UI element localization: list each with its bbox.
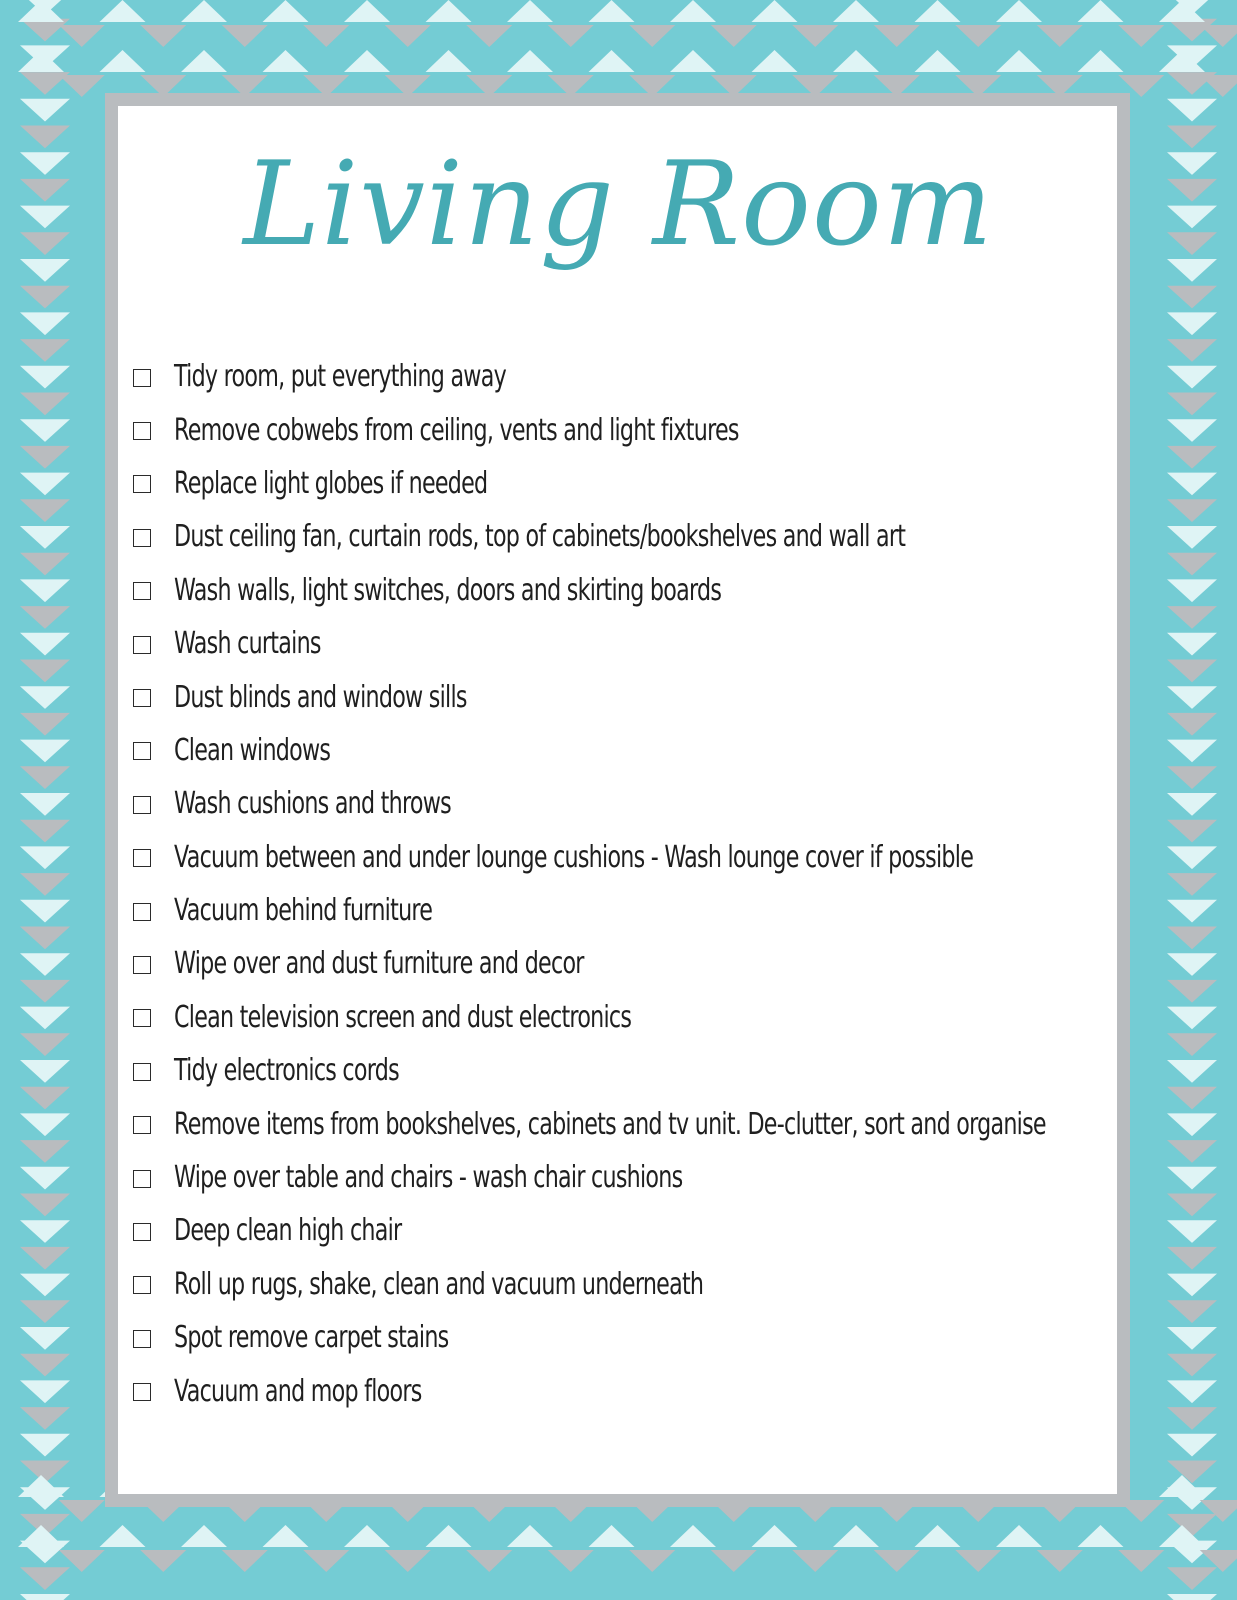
pattern-triangle bbox=[955, 1550, 1001, 1572]
pattern-triangle bbox=[1167, 419, 1217, 442]
pattern-triangle bbox=[1167, 553, 1217, 576]
pattern-triangle bbox=[140, 25, 186, 47]
pattern-triangle bbox=[507, 0, 553, 22]
pattern-triangle bbox=[263, 1525, 309, 1547]
pattern-triangle bbox=[20, 393, 70, 416]
pattern-triangle bbox=[915, 50, 961, 72]
item-label: Roll up rugs, shake, clean and vacuum underneath bbox=[174, 1266, 704, 1302]
pattern-triangle bbox=[303, 1550, 349, 1572]
pattern-triangle bbox=[140, 1550, 186, 1572]
pattern-triangle bbox=[20, 366, 70, 389]
pattern-triangle bbox=[20, 873, 70, 896]
pattern-triangle bbox=[20, 1033, 70, 1056]
pattern-triangle bbox=[996, 50, 1042, 72]
checklist-item bbox=[133, 1258, 1113, 1311]
checklist-item bbox=[133, 403, 1113, 456]
pattern-triangle bbox=[1167, 1354, 1217, 1377]
pattern-triangle bbox=[20, 953, 70, 976]
pattern-triangle bbox=[181, 0, 227, 22]
pattern-triangle bbox=[752, 1525, 798, 1547]
pattern-triangle bbox=[426, 1525, 472, 1547]
pattern-triangle bbox=[548, 25, 594, 47]
pattern-triangle bbox=[1167, 953, 1217, 976]
checklist-item bbox=[133, 510, 1113, 563]
pattern-triangle bbox=[20, 1380, 70, 1403]
pattern-triangle bbox=[20, 312, 70, 335]
pattern-triangle bbox=[670, 0, 716, 22]
pattern-triangle bbox=[1037, 25, 1083, 47]
pattern-triangle bbox=[1167, 526, 1217, 549]
pattern-triangle bbox=[1167, 740, 1217, 763]
pattern-triangle bbox=[1167, 1567, 1217, 1590]
item-label: Wash walls, light switches, doors and skirting boards bbox=[174, 572, 722, 608]
item-label: Wipe over and dust furniture and decor bbox=[174, 946, 584, 982]
pattern-triangle bbox=[1167, 312, 1217, 335]
item-label: Clean windows bbox=[174, 732, 331, 768]
pattern-triangle bbox=[507, 1525, 553, 1547]
pattern-triangle bbox=[263, 0, 309, 22]
item-label: Dust ceiling fan, curtain rods, top of cabinets/bookshelves and wall art bbox=[174, 519, 906, 555]
checkbox[interactable] bbox=[133, 1223, 151, 1241]
pattern-triangle bbox=[1167, 393, 1217, 416]
checklist-item bbox=[133, 564, 1113, 617]
pattern-triangle bbox=[20, 927, 70, 950]
pattern-triangle bbox=[1167, 713, 1217, 736]
pattern-triangle bbox=[20, 1220, 70, 1243]
pattern-triangle bbox=[548, 1550, 594, 1572]
pattern-triangle bbox=[1167, 686, 1217, 709]
pattern-triangle bbox=[1167, 900, 1217, 923]
pattern-triangle bbox=[20, 793, 70, 816]
checklist-item bbox=[133, 937, 1113, 990]
checkbox[interactable] bbox=[133, 689, 151, 707]
pattern-triangle bbox=[1167, 980, 1217, 1003]
pattern-triangle bbox=[1167, 1461, 1217, 1484]
checkbox[interactable] bbox=[133, 1330, 151, 1348]
pattern-triangle bbox=[1078, 50, 1124, 72]
checkbox[interactable] bbox=[133, 1116, 151, 1134]
pattern-triangle bbox=[1167, 1007, 1217, 1030]
pattern-triangle bbox=[1167, 1194, 1217, 1217]
item-label: Remove items from bookshelves, cabinets and tv unit. De-clutter, sort and organise bbox=[174, 1106, 1046, 1142]
pattern-triangle bbox=[1167, 499, 1217, 522]
pattern-triangle bbox=[222, 1550, 268, 1572]
pattern-triangle bbox=[996, 0, 1042, 22]
pattern-triangle bbox=[1167, 606, 1217, 629]
pattern-triangle bbox=[20, 579, 70, 602]
pattern-triangle bbox=[1167, 1594, 1217, 1600]
checkbox[interactable] bbox=[133, 1063, 151, 1081]
checkbox[interactable] bbox=[133, 1009, 151, 1027]
checklist-item bbox=[133, 724, 1113, 777]
pattern-triangle bbox=[20, 1167, 70, 1190]
pattern-triangle bbox=[1167, 1113, 1217, 1136]
pattern-triangle bbox=[711, 1550, 757, 1572]
pattern-triangle bbox=[874, 1550, 920, 1572]
pattern-triangle bbox=[20, 1113, 70, 1136]
pattern-triangle bbox=[629, 25, 675, 47]
pattern-triangle bbox=[915, 0, 961, 22]
pattern-triangle bbox=[874, 25, 920, 47]
item-label: Remove cobwebs from ceiling, vents and light fixtures bbox=[174, 412, 739, 448]
pattern-triangle bbox=[20, 1194, 70, 1217]
pattern-triangle bbox=[1167, 1327, 1217, 1350]
pattern-triangle bbox=[181, 1525, 227, 1547]
pattern-triangle bbox=[20, 1594, 70, 1600]
checkbox[interactable] bbox=[133, 1170, 151, 1188]
pattern-triangle bbox=[59, 25, 105, 47]
pattern-triangle bbox=[20, 846, 70, 869]
pattern-triangle bbox=[1167, 1300, 1217, 1323]
pattern-triangle bbox=[792, 25, 838, 47]
pattern-triangle bbox=[18, 1525, 64, 1547]
checkbox[interactable] bbox=[133, 636, 151, 654]
pattern-triangle bbox=[833, 50, 879, 72]
pattern-triangle bbox=[20, 99, 70, 122]
pattern-triangle bbox=[20, 1434, 70, 1457]
pattern-triangle bbox=[59, 75, 105, 97]
checklist-item bbox=[133, 1097, 1113, 1150]
pattern-triangle bbox=[181, 50, 227, 72]
pattern-triangle bbox=[1167, 99, 1217, 122]
checkbox[interactable] bbox=[133, 529, 151, 547]
pattern-triangle bbox=[1167, 473, 1217, 496]
pattern-triangle bbox=[1167, 846, 1217, 869]
pattern-triangle bbox=[466, 1550, 512, 1572]
checklist-item bbox=[133, 1311, 1113, 1364]
checkbox[interactable] bbox=[133, 742, 151, 760]
pattern-triangle bbox=[100, 0, 146, 22]
pattern-triangle bbox=[20, 1407, 70, 1430]
pattern-triangle bbox=[20, 900, 70, 923]
pattern-triangle bbox=[1167, 820, 1217, 843]
checklist-item bbox=[133, 350, 1113, 403]
pattern-triangle bbox=[629, 1550, 675, 1572]
pattern-triangle bbox=[589, 50, 635, 72]
checklist-item bbox=[133, 1044, 1113, 1097]
pattern-triangle bbox=[1200, 25, 1237, 47]
pattern-triangle bbox=[20, 499, 70, 522]
item-label: Tidy electronics cords bbox=[174, 1053, 399, 1089]
pattern-triangle bbox=[20, 740, 70, 763]
item-label: Vacuum behind furniture bbox=[174, 893, 433, 929]
checkbox[interactable] bbox=[133, 422, 151, 440]
pattern-triangle bbox=[711, 25, 757, 47]
pattern-triangle bbox=[996, 1525, 1042, 1547]
pattern-triangle bbox=[20, 446, 70, 469]
pattern-triangle bbox=[1167, 339, 1217, 362]
pattern-triangle bbox=[20, 660, 70, 683]
pattern-triangle bbox=[1167, 1247, 1217, 1270]
pattern-triangle bbox=[344, 1525, 390, 1547]
pattern-triangle bbox=[1159, 1475, 1205, 1497]
checkbox[interactable] bbox=[133, 903, 151, 921]
pattern-triangle bbox=[222, 25, 268, 47]
item-label: Dust blinds and window sills bbox=[174, 679, 467, 715]
pattern-triangle bbox=[670, 1525, 716, 1547]
pattern-triangle bbox=[59, 1500, 105, 1522]
pattern-triangle bbox=[1200, 75, 1237, 97]
item-label: Spot remove carpet stains bbox=[174, 1320, 449, 1356]
pattern-triangle bbox=[1167, 1380, 1217, 1403]
pattern-triangle bbox=[752, 0, 798, 22]
pattern-triangle bbox=[1167, 873, 1217, 896]
pattern-triangle bbox=[833, 0, 879, 22]
pattern-triangle bbox=[20, 1567, 70, 1590]
item-label: Clean television screen and dust electronics bbox=[174, 999, 632, 1035]
checklist-item bbox=[133, 1151, 1113, 1204]
pattern-triangle bbox=[20, 686, 70, 709]
pattern-triangle bbox=[1167, 1140, 1217, 1163]
item-label: Wash curtains bbox=[174, 626, 321, 662]
checklist-item bbox=[133, 777, 1113, 830]
checkbox[interactable] bbox=[133, 796, 151, 814]
pattern-triangle bbox=[20, 633, 70, 656]
checkbox[interactable] bbox=[133, 849, 151, 867]
pattern-triangle bbox=[20, 526, 70, 549]
pattern-triangle bbox=[1118, 1550, 1164, 1572]
page-title: Living Room bbox=[243, 137, 994, 272]
pattern-triangle bbox=[20, 820, 70, 843]
pattern-triangle bbox=[20, 1300, 70, 1323]
pattern-triangle bbox=[1167, 1407, 1217, 1430]
pattern-triangle bbox=[20, 553, 70, 576]
checklist-item bbox=[133, 617, 1113, 670]
pattern-triangle bbox=[589, 0, 635, 22]
pattern-triangle bbox=[303, 25, 349, 47]
pattern-triangle bbox=[100, 50, 146, 72]
checkbox[interactable] bbox=[133, 1276, 151, 1294]
item-label: Deep clean high chair bbox=[174, 1213, 402, 1249]
pattern-triangle bbox=[589, 1525, 635, 1547]
pattern-triangle bbox=[507, 50, 553, 72]
pattern-triangle bbox=[1167, 366, 1217, 389]
pattern-triangle bbox=[20, 1087, 70, 1110]
pattern-triangle bbox=[670, 50, 716, 72]
checklist bbox=[133, 350, 1113, 1418]
pattern-triangle bbox=[1118, 25, 1164, 47]
item-label: Wipe over table and chairs - wash chair cushions bbox=[174, 1160, 683, 1196]
checkbox[interactable] bbox=[133, 1383, 151, 1401]
pattern-triangle bbox=[20, 713, 70, 736]
checklist-item bbox=[133, 670, 1113, 723]
pattern-triangle bbox=[385, 1550, 431, 1572]
pattern-triangle bbox=[1167, 793, 1217, 816]
pattern-triangle bbox=[20, 19, 70, 42]
pattern-triangle bbox=[752, 50, 798, 72]
pattern-triangle bbox=[1167, 579, 1217, 602]
pattern-triangle bbox=[20, 766, 70, 789]
pattern-triangle bbox=[18, 1475, 64, 1497]
pattern-triangle bbox=[1037, 1550, 1083, 1572]
pattern-triangle bbox=[1167, 633, 1217, 656]
pattern-triangle bbox=[792, 1550, 838, 1572]
pattern-triangle bbox=[344, 0, 390, 22]
pattern-triangle bbox=[1167, 1033, 1217, 1056]
checkbox[interactable] bbox=[133, 956, 151, 974]
item-label: Vacuum and mop floors bbox=[174, 1373, 422, 1409]
item-label: Tidy room, put everything away bbox=[174, 359, 506, 395]
checklist-item bbox=[133, 831, 1113, 884]
pattern-triangle bbox=[20, 1354, 70, 1377]
pattern-triangle bbox=[263, 50, 309, 72]
checkbox[interactable] bbox=[133, 582, 151, 600]
pattern-triangle bbox=[20, 339, 70, 362]
checklist-item bbox=[133, 991, 1113, 1044]
pattern-triangle bbox=[955, 25, 1001, 47]
pattern-triangle bbox=[915, 1525, 961, 1547]
pattern-triangle bbox=[20, 1140, 70, 1163]
pattern-triangle bbox=[344, 50, 390, 72]
pattern-triangle bbox=[100, 1525, 146, 1547]
pattern-triangle bbox=[20, 1327, 70, 1350]
pattern-triangle bbox=[1167, 660, 1217, 683]
checklist-item bbox=[133, 1364, 1113, 1417]
pattern-triangle bbox=[1167, 1167, 1217, 1190]
pattern-triangle bbox=[20, 1060, 70, 1083]
pattern-triangle bbox=[20, 1247, 70, 1270]
pattern-triangle bbox=[1167, 1087, 1217, 1110]
checklist-item bbox=[133, 884, 1113, 937]
pattern-triangle bbox=[20, 980, 70, 1003]
pattern-triangle bbox=[1167, 1220, 1217, 1243]
pattern-triangle bbox=[1167, 927, 1217, 950]
item-label: Vacuum between and under lounge cushions - Wash lounge cover if possible bbox=[174, 839, 974, 875]
pattern-triangle bbox=[1167, 1060, 1217, 1083]
checkbox[interactable] bbox=[133, 475, 151, 493]
pattern-triangle bbox=[1078, 1525, 1124, 1547]
item-label: Replace light globes if needed bbox=[174, 465, 488, 501]
pattern-triangle bbox=[20, 1274, 70, 1297]
pattern-triangle bbox=[20, 419, 70, 442]
pattern-triangle bbox=[466, 25, 512, 47]
pattern-triangle bbox=[1167, 766, 1217, 789]
pattern-triangle bbox=[1167, 1274, 1217, 1297]
pattern-triangle bbox=[426, 0, 472, 22]
pattern-triangle bbox=[1078, 0, 1124, 22]
pattern-triangle bbox=[385, 25, 431, 47]
checklist-item bbox=[133, 1204, 1113, 1257]
pattern-triangle bbox=[1167, 1434, 1217, 1457]
checkbox[interactable] bbox=[133, 369, 151, 387]
item-label: Wash cushions and throws bbox=[174, 786, 451, 822]
pattern-triangle bbox=[1167, 446, 1217, 469]
pattern-triangle bbox=[20, 473, 70, 496]
pattern-triangle bbox=[20, 1007, 70, 1030]
pattern-triangle bbox=[426, 50, 472, 72]
pattern-triangle bbox=[20, 606, 70, 629]
checklist-item bbox=[133, 457, 1113, 510]
pattern-triangle bbox=[833, 1525, 879, 1547]
